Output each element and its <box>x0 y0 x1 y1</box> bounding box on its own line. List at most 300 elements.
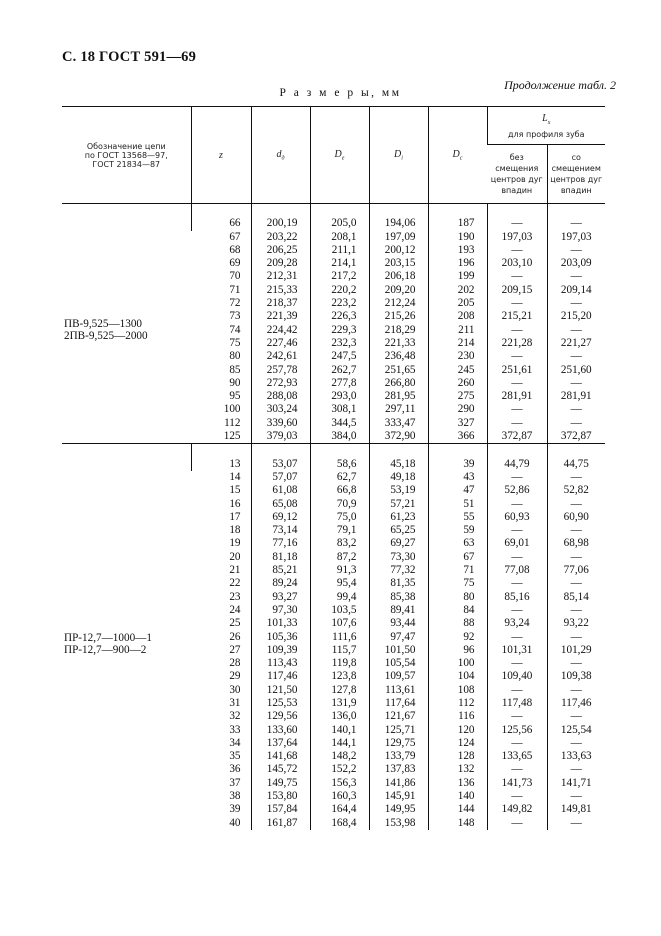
row-z-cell: 29 <box>229 670 241 683</box>
row-Di-cell: 203,15 <box>369 257 428 270</box>
row-Lx-without-shift-cell: 281,91 <box>487 390 547 403</box>
row-Lx-with-shift-cell: 221,27 <box>547 337 605 350</box>
row-dd-cell: 157,84 <box>251 803 310 816</box>
row-dd-cell: 200,19 <box>251 217 310 230</box>
row-Dc-cell: 59 <box>428 524 487 537</box>
De-subscript: e <box>341 155 345 162</box>
row-Lx-without-shift-cell: — <box>487 524 547 537</box>
row-Lx-with-shift-cell: — <box>547 350 605 363</box>
row-z-cell: 22 <box>229 577 241 590</box>
row-dd-cell: 133,60 <box>251 724 310 737</box>
row-Dc-cell: 148 <box>428 817 487 830</box>
row-De-cell: 152,2 <box>310 763 369 776</box>
row-dd-cell: 81,18 <box>251 551 310 564</box>
row-Lx-without-shift-cell: — <box>487 377 547 390</box>
row-Lx-with-shift-cell: — <box>547 551 605 564</box>
row-De-cell: 232,3 <box>310 337 369 350</box>
row-z-cell: 70 <box>229 270 241 283</box>
row-De-cell: 107,6 <box>310 617 369 630</box>
row-Lx-without-shift-cell: — <box>487 471 547 484</box>
row-Di-cell: 333,47 <box>369 417 428 430</box>
row-Lx-without-shift-cell: — <box>487 577 547 590</box>
row-Di-cell: 49,18 <box>369 471 428 484</box>
row-Lx-with-shift-cell: — <box>547 684 605 697</box>
row-Di-cell: 194,06 <box>369 217 428 230</box>
row-Lx-with-shift-cell: 125,54 <box>547 724 605 737</box>
row-Lx-without-shift-cell: 141,73 <box>487 777 547 790</box>
designation-line-1: Обозначение цепи <box>86 141 166 151</box>
row-dd-cell: 69,12 <box>251 511 310 524</box>
row-Lx-without-shift-cell: 52,86 <box>487 484 547 497</box>
row-De-cell: 148,2 <box>310 750 369 763</box>
row-Dc-cell: 108 <box>428 684 487 697</box>
row-Dc-cell: 104 <box>428 670 487 683</box>
row-Lx-without-shift-cell: — <box>487 403 547 416</box>
col-header-z <box>191 107 251 204</box>
row-dd-cell: 145,72 <box>251 763 310 776</box>
row-Dc-cell: 124 <box>428 737 487 750</box>
row-dd-cell: 224,42 <box>251 324 310 337</box>
chain-designation: 2ПВ-9,525—2000 <box>64 330 148 343</box>
row-dd-cell: 209,28 <box>251 257 310 270</box>
row-z-cell: 112 <box>224 416 241 429</box>
row-Lx-without-shift-cell: 203,10 <box>487 257 547 270</box>
row-Dc-cell: 187 <box>428 217 487 230</box>
spacer-cell <box>547 204 605 218</box>
row-dd-cell: 121,50 <box>251 684 310 697</box>
row-Di-cell: 93,44 <box>369 617 428 630</box>
row-De-cell: 115,7 <box>310 644 369 657</box>
row-De-cell: 95,4 <box>310 577 369 590</box>
row-De-cell: 87,2 <box>310 551 369 564</box>
row-Dc-cell: 202 <box>428 284 487 297</box>
row-z-cell: 18 <box>229 524 241 537</box>
row-Dc-cell: 193 <box>428 244 487 257</box>
row-De-cell: 83,2 <box>310 537 369 550</box>
group-spacer <box>62 444 605 458</box>
row-Lx-without-shift-cell: — <box>487 790 547 803</box>
row-Lx-without-shift-cell: — <box>487 297 547 310</box>
with-shift-line-2: смещением <box>551 164 601 173</box>
row-Di-cell: 218,29 <box>369 324 428 337</box>
row-Lx-without-shift-cell: — <box>487 657 547 670</box>
row-z-cell: 15 <box>229 484 241 497</box>
row-Dc-cell: 260 <box>428 377 487 390</box>
Di-subscript: i <box>401 155 403 162</box>
row-De-cell: 91,3 <box>310 564 369 577</box>
row-Lx-without-shift-cell: — <box>487 244 547 257</box>
row-z-cell: 85 <box>229 363 241 376</box>
row-De-cell: 384,0 <box>310 430 369 444</box>
row-Di-cell: 121,67 <box>369 710 428 723</box>
row-Di-cell: 209,20 <box>369 284 428 297</box>
row-dd-cell: 303,24 <box>251 403 310 416</box>
spacer-cell <box>251 204 310 218</box>
row-De-cell: 293,0 <box>310 390 369 403</box>
row-Lx-with-shift-cell: 251,60 <box>547 364 605 377</box>
spacer-cell <box>428 444 487 458</box>
Di-symbol: D <box>394 148 402 160</box>
row-Di-cell: 73,30 <box>369 551 428 564</box>
row-Di-cell: 65,25 <box>369 524 428 537</box>
row-De-cell: 103,5 <box>310 604 369 617</box>
row-Lx-without-shift-cell: 117,48 <box>487 697 547 710</box>
row-Di-cell: 236,48 <box>369 350 428 363</box>
row-dd-cell: 105,36 <box>251 631 310 644</box>
row-Di-cell: 129,75 <box>369 737 428 750</box>
z-symbol: z <box>219 149 223 161</box>
row-Di-cell: 145,91 <box>369 790 428 803</box>
De-symbol: D <box>334 148 342 160</box>
row-Dc-cell: 71 <box>428 564 487 577</box>
row-z-cell: 73 <box>229 310 241 323</box>
row-dd-cell: 206,25 <box>251 244 310 257</box>
spacer-cell <box>310 204 369 218</box>
spacer-cell <box>62 444 191 458</box>
row-Di-cell: 212,24 <box>369 297 428 310</box>
row-De-cell: 66,8 <box>310 484 369 497</box>
row-Lx-with-shift-cell: 281,91 <box>547 390 605 403</box>
spacer-cell <box>191 444 251 458</box>
row-dd-cell: 53,07 <box>251 458 310 471</box>
Lx-symbol: L <box>542 112 548 124</box>
chain-designation-cell <box>62 217 191 444</box>
row-Lx-with-shift-cell: — <box>547 417 605 430</box>
row-De-cell: 223,2 <box>310 297 369 310</box>
row-Lx-with-shift-cell: 109,38 <box>547 670 605 683</box>
row-z-cell: 25 <box>229 617 241 630</box>
without-shift-line-2: смещения <box>495 164 539 173</box>
row-Lx-with-shift-cell: 68,98 <box>547 537 605 550</box>
row-dd-cell: 215,33 <box>251 284 310 297</box>
row-dd-cell: 212,31 <box>251 270 310 283</box>
row-Di-cell: 57,21 <box>369 498 428 511</box>
row-Lx-without-shift-cell: 85,16 <box>487 591 547 604</box>
row-Di-cell: 206,18 <box>369 270 428 283</box>
row-Dc-cell: 120 <box>428 724 487 737</box>
row-dd-cell: 113,43 <box>251 657 310 670</box>
row-Lx-with-shift-cell: — <box>547 790 605 803</box>
table-row <box>62 458 605 471</box>
row-z-cell: 36 <box>229 763 241 776</box>
row-Dc-cell: 245 <box>428 364 487 377</box>
row-dd-cell: 218,37 <box>251 297 310 310</box>
row-dd-cell: 73,14 <box>251 524 310 537</box>
row-Lx-with-shift-cell: — <box>547 498 605 511</box>
row-dd-cell: 117,46 <box>251 670 310 683</box>
row-Di-cell: 141,86 <box>369 777 428 790</box>
row-De-cell: 111,6 <box>310 631 369 644</box>
row-z-cell: 17 <box>229 510 241 523</box>
row-Lx-without-shift-cell: — <box>487 551 547 564</box>
spacer-cell <box>62 204 191 218</box>
row-Di-cell: 266,80 <box>369 377 428 390</box>
row-z-cell: 34 <box>229 736 241 749</box>
row-Di-cell: 200,12 <box>369 244 428 257</box>
row-z-cell: 14 <box>229 470 241 483</box>
without-shift-line-1: без <box>509 153 524 162</box>
spacer-cell <box>310 444 369 458</box>
row-Dc-cell: 43 <box>428 471 487 484</box>
row-z-cell: 69 <box>229 257 241 270</box>
row-z-cell: 26 <box>229 630 241 643</box>
row-De-cell: 140,1 <box>310 724 369 737</box>
row-z-cell: 35 <box>229 750 241 763</box>
row-Lx-without-shift-cell: — <box>487 604 547 617</box>
row-De-cell: 123,8 <box>310 670 369 683</box>
row-dd-cell: 85,21 <box>251 564 310 577</box>
row-Lx-with-shift-cell: 149,81 <box>547 803 605 816</box>
row-Lx-with-shift-cell: — <box>547 297 605 310</box>
row-Lx-with-shift-cell: 209,14 <box>547 284 605 297</box>
row-Dc-cell: 199 <box>428 270 487 283</box>
row-dd-cell: 288,08 <box>251 390 310 403</box>
row-Dc-cell: 116 <box>428 710 487 723</box>
row-Di-cell: 137,83 <box>369 763 428 776</box>
row-Di-cell: 372,90 <box>369 430 428 444</box>
row-dd-cell: 203,22 <box>251 231 310 244</box>
row-De-cell: 205,0 <box>310 217 369 230</box>
row-De-cell: 247,5 <box>310 350 369 363</box>
row-Di-cell: 251,65 <box>369 364 428 377</box>
row-Di-cell: 53,19 <box>369 484 428 497</box>
spacer-cell <box>191 204 251 218</box>
designation-line-2: по ГОСТ 13568—97, <box>84 150 168 160</box>
spacer-cell <box>487 444 547 458</box>
row-Lx-without-shift-cell: 221,28 <box>487 337 547 350</box>
row-Di-cell: 69,27 <box>369 537 428 550</box>
row-De-cell: 229,3 <box>310 324 369 337</box>
row-Di-cell: 125,71 <box>369 724 428 737</box>
row-De-cell: 277,8 <box>310 377 369 390</box>
table-body <box>62 204 605 830</box>
row-De-cell: 308,1 <box>310 403 369 416</box>
with-shift-line-3: центров дуг <box>550 175 603 184</box>
row-Dc-cell: 47 <box>428 484 487 497</box>
row-dd-cell: 65,08 <box>251 498 310 511</box>
row-dd-cell: 153,80 <box>251 790 310 803</box>
row-Lx-without-shift-cell: — <box>487 684 547 697</box>
row-dd-cell: 89,24 <box>251 577 310 590</box>
row-Lx-with-shift-cell: 117,46 <box>547 697 605 710</box>
row-Dc-cell: 205 <box>428 297 487 310</box>
row-Dc-cell: 39 <box>428 458 487 471</box>
Lx-subscript: x <box>547 119 551 126</box>
row-dd-cell: 61,08 <box>251 484 310 497</box>
row-Dc-cell: 190 <box>428 231 487 244</box>
row-De-cell: 211,1 <box>310 244 369 257</box>
row-Dc-cell: 132 <box>428 763 487 776</box>
row-z-cell: 72 <box>229 297 241 310</box>
row-z-cell: 38 <box>229 790 241 803</box>
row-Dc-cell: 214 <box>428 337 487 350</box>
row-Lx-with-shift-cell: — <box>547 577 605 590</box>
row-De-cell: 168,4 <box>310 817 369 830</box>
page-title: С. 18 ГОСТ 591—69 <box>62 49 197 65</box>
row-z-cell: 37 <box>229 776 241 789</box>
row-De-cell: 156,3 <box>310 777 369 790</box>
units-caption: Р а з м е р ы, мм <box>279 87 402 99</box>
row-Lx-with-shift-cell: 60,90 <box>547 511 605 524</box>
chain-designation: ПР-12,7—1000—1 <box>64 631 152 644</box>
row-Di-cell: 297,11 <box>369 403 428 416</box>
row-Lx-with-shift-cell: — <box>547 270 605 283</box>
col-header-designation <box>62 107 191 204</box>
row-Di-cell: 77,32 <box>369 564 428 577</box>
row-De-cell: 136,0 <box>310 710 369 723</box>
row-Di-cell: 97,47 <box>369 631 428 644</box>
designation-line-3: ГОСТ 21834—87 <box>92 159 161 169</box>
dd-subscript: д <box>281 155 285 162</box>
row-De-cell: 99,4 <box>310 591 369 604</box>
row-Di-cell: 197,09 <box>369 231 428 244</box>
row-Lx-with-shift-cell: 93,22 <box>547 617 605 630</box>
row-Lx-without-shift-cell: 215,21 <box>487 310 547 323</box>
row-Dc-cell: 55 <box>428 511 487 524</box>
col-header-Di <box>369 107 428 204</box>
without-shift-line-3: центров дуг <box>490 175 543 184</box>
row-Lx-with-shift-cell: — <box>547 737 605 750</box>
row-Lx-with-shift-cell: — <box>547 604 605 617</box>
row-Dc-cell: 128 <box>428 750 487 763</box>
row-z-cell: 19 <box>229 537 241 550</box>
row-dd-cell: 57,07 <box>251 471 310 484</box>
row-Lx-with-shift-cell: 203,09 <box>547 257 605 270</box>
row-De-cell: 214,1 <box>310 257 369 270</box>
spacer-cell <box>369 444 428 458</box>
row-dd-cell: 149,75 <box>251 777 310 790</box>
row-Lx-with-shift-cell: — <box>547 244 605 257</box>
table-continuation-note: Продолжение табл. 2 <box>504 78 616 92</box>
row-Lx-without-shift-cell: — <box>487 270 547 283</box>
row-z-cell: 13 <box>191 458 251 471</box>
row-z-cell: 125 <box>223 430 241 443</box>
row-Lx-without-shift-cell: 372,87 <box>487 430 547 444</box>
row-Di-cell: 113,61 <box>369 684 428 697</box>
row-Lx-with-shift-cell: — <box>547 710 605 723</box>
dd-symbol: d <box>276 148 282 160</box>
row-Lx-without-shift-cell: 209,15 <box>487 284 547 297</box>
row-Dc-cell: 100 <box>428 657 487 670</box>
row-De-cell: 208,1 <box>310 231 369 244</box>
row-Dc-cell: 92 <box>428 631 487 644</box>
row-Lx-without-shift-cell: 44,79 <box>487 458 547 471</box>
row-Dc-cell: 196 <box>428 257 487 270</box>
row-dd-cell: 101,33 <box>251 617 310 630</box>
row-De-cell: 75,0 <box>310 511 369 524</box>
row-Di-cell: 153,98 <box>369 817 428 830</box>
row-Di-cell: 45,18 <box>369 458 428 471</box>
row-Lx-without-shift-cell: — <box>487 631 547 644</box>
row-De-cell: 62,7 <box>310 471 369 484</box>
row-De-cell: 119,8 <box>310 657 369 670</box>
row-z-cell: 39 <box>229 803 241 816</box>
row-Dc-cell: 208 <box>428 310 487 323</box>
chain-designation: ПВ-9,525—1300 <box>64 318 143 331</box>
row-Dc-cell: 67 <box>428 551 487 564</box>
row-Dc-cell: 290 <box>428 403 487 416</box>
spacer-cell <box>369 204 428 218</box>
row-Di-cell: 101,50 <box>369 644 428 657</box>
row-Lx-with-shift-cell: 372,87 <box>547 430 605 444</box>
row-Lx-with-shift-cell: — <box>547 217 605 230</box>
col-header-dd <box>251 107 310 204</box>
chain-sprocket-dimensions-table <box>62 106 605 830</box>
row-De-cell: 217,2 <box>310 270 369 283</box>
row-dd-cell: 77,16 <box>251 537 310 550</box>
row-Lx-with-shift-cell: — <box>547 763 605 776</box>
row-Dc-cell: 144 <box>428 803 487 816</box>
row-Di-cell: 105,54 <box>369 657 428 670</box>
row-z-cell: 74 <box>229 323 241 336</box>
row-De-cell: 164,4 <box>310 803 369 816</box>
row-z-cell: 66 <box>191 217 251 230</box>
row-Lx-with-shift-cell: 85,14 <box>547 591 605 604</box>
row-z-cell: 75 <box>229 336 241 349</box>
row-z-cell: 21 <box>229 564 241 577</box>
row-Lx-without-shift-cell: — <box>487 324 547 337</box>
row-Lx-with-shift-cell: 215,20 <box>547 310 605 323</box>
col-header-without-shift <box>487 145 547 204</box>
row-dd-cell: 93,27 <box>251 591 310 604</box>
row-Lx-without-shift-cell: 93,24 <box>487 617 547 630</box>
col-header-Lx <box>487 107 605 145</box>
row-Lx-with-shift-cell: — <box>547 524 605 537</box>
row-De-cell: 127,8 <box>310 684 369 697</box>
row-Lx-without-shift-cell: — <box>487 817 547 830</box>
row-Lx-without-shift-cell: 251,61 <box>487 364 547 377</box>
group-spacer <box>62 204 605 218</box>
row-Di-cell: 215,26 <box>369 310 428 323</box>
row-Dc-cell: 75 <box>428 577 487 590</box>
row-Lx-with-shift-cell: — <box>547 657 605 670</box>
row-z-cell: 24 <box>229 603 241 616</box>
row-Lx-without-shift-cell: — <box>487 217 547 230</box>
row-z-cell: 32 <box>229 710 241 723</box>
row-Lx-without-shift-cell: — <box>487 417 547 430</box>
row-dd-cell: 129,56 <box>251 710 310 723</box>
row-Lx-with-shift-cell: — <box>547 403 605 416</box>
row-z-cell: 23 <box>229 590 241 603</box>
chain-designation-cell <box>62 458 191 830</box>
row-z-cell: 30 <box>229 683 241 696</box>
row-dd-cell: 141,68 <box>251 750 310 763</box>
row-Lx-with-shift-cell: — <box>547 471 605 484</box>
row-Lx-with-shift-cell: — <box>547 377 605 390</box>
col-header-Dc <box>428 107 487 204</box>
row-z-cell: 95 <box>229 390 241 403</box>
row-Lx-with-shift-cell: 44,75 <box>547 458 605 471</box>
row-z-cell: 33 <box>229 723 241 736</box>
row-Lx-without-shift-cell: 133,65 <box>487 750 547 763</box>
row-Lx-with-shift-cell: 77,06 <box>547 564 605 577</box>
row-De-cell: 144,1 <box>310 737 369 750</box>
row-Lx-with-shift-cell: — <box>547 631 605 644</box>
row-Dc-cell: 88 <box>428 617 487 630</box>
row-Lx-without-shift-cell: 101,31 <box>487 644 547 657</box>
row-De-cell: 344,5 <box>310 417 369 430</box>
row-dd-cell: 379,03 <box>251 430 310 444</box>
row-Di-cell: 85,38 <box>369 591 428 604</box>
row-z-cell: 28 <box>229 657 241 670</box>
row-Lx-with-shift-cell: — <box>547 817 605 830</box>
row-De-cell: 160,3 <box>310 790 369 803</box>
row-dd-cell: 227,46 <box>251 337 310 350</box>
row-Dc-cell: 96 <box>428 644 487 657</box>
row-Di-cell: 81,35 <box>369 577 428 590</box>
row-dd-cell: 257,78 <box>251 364 310 377</box>
row-Dc-cell: 112 <box>428 697 487 710</box>
